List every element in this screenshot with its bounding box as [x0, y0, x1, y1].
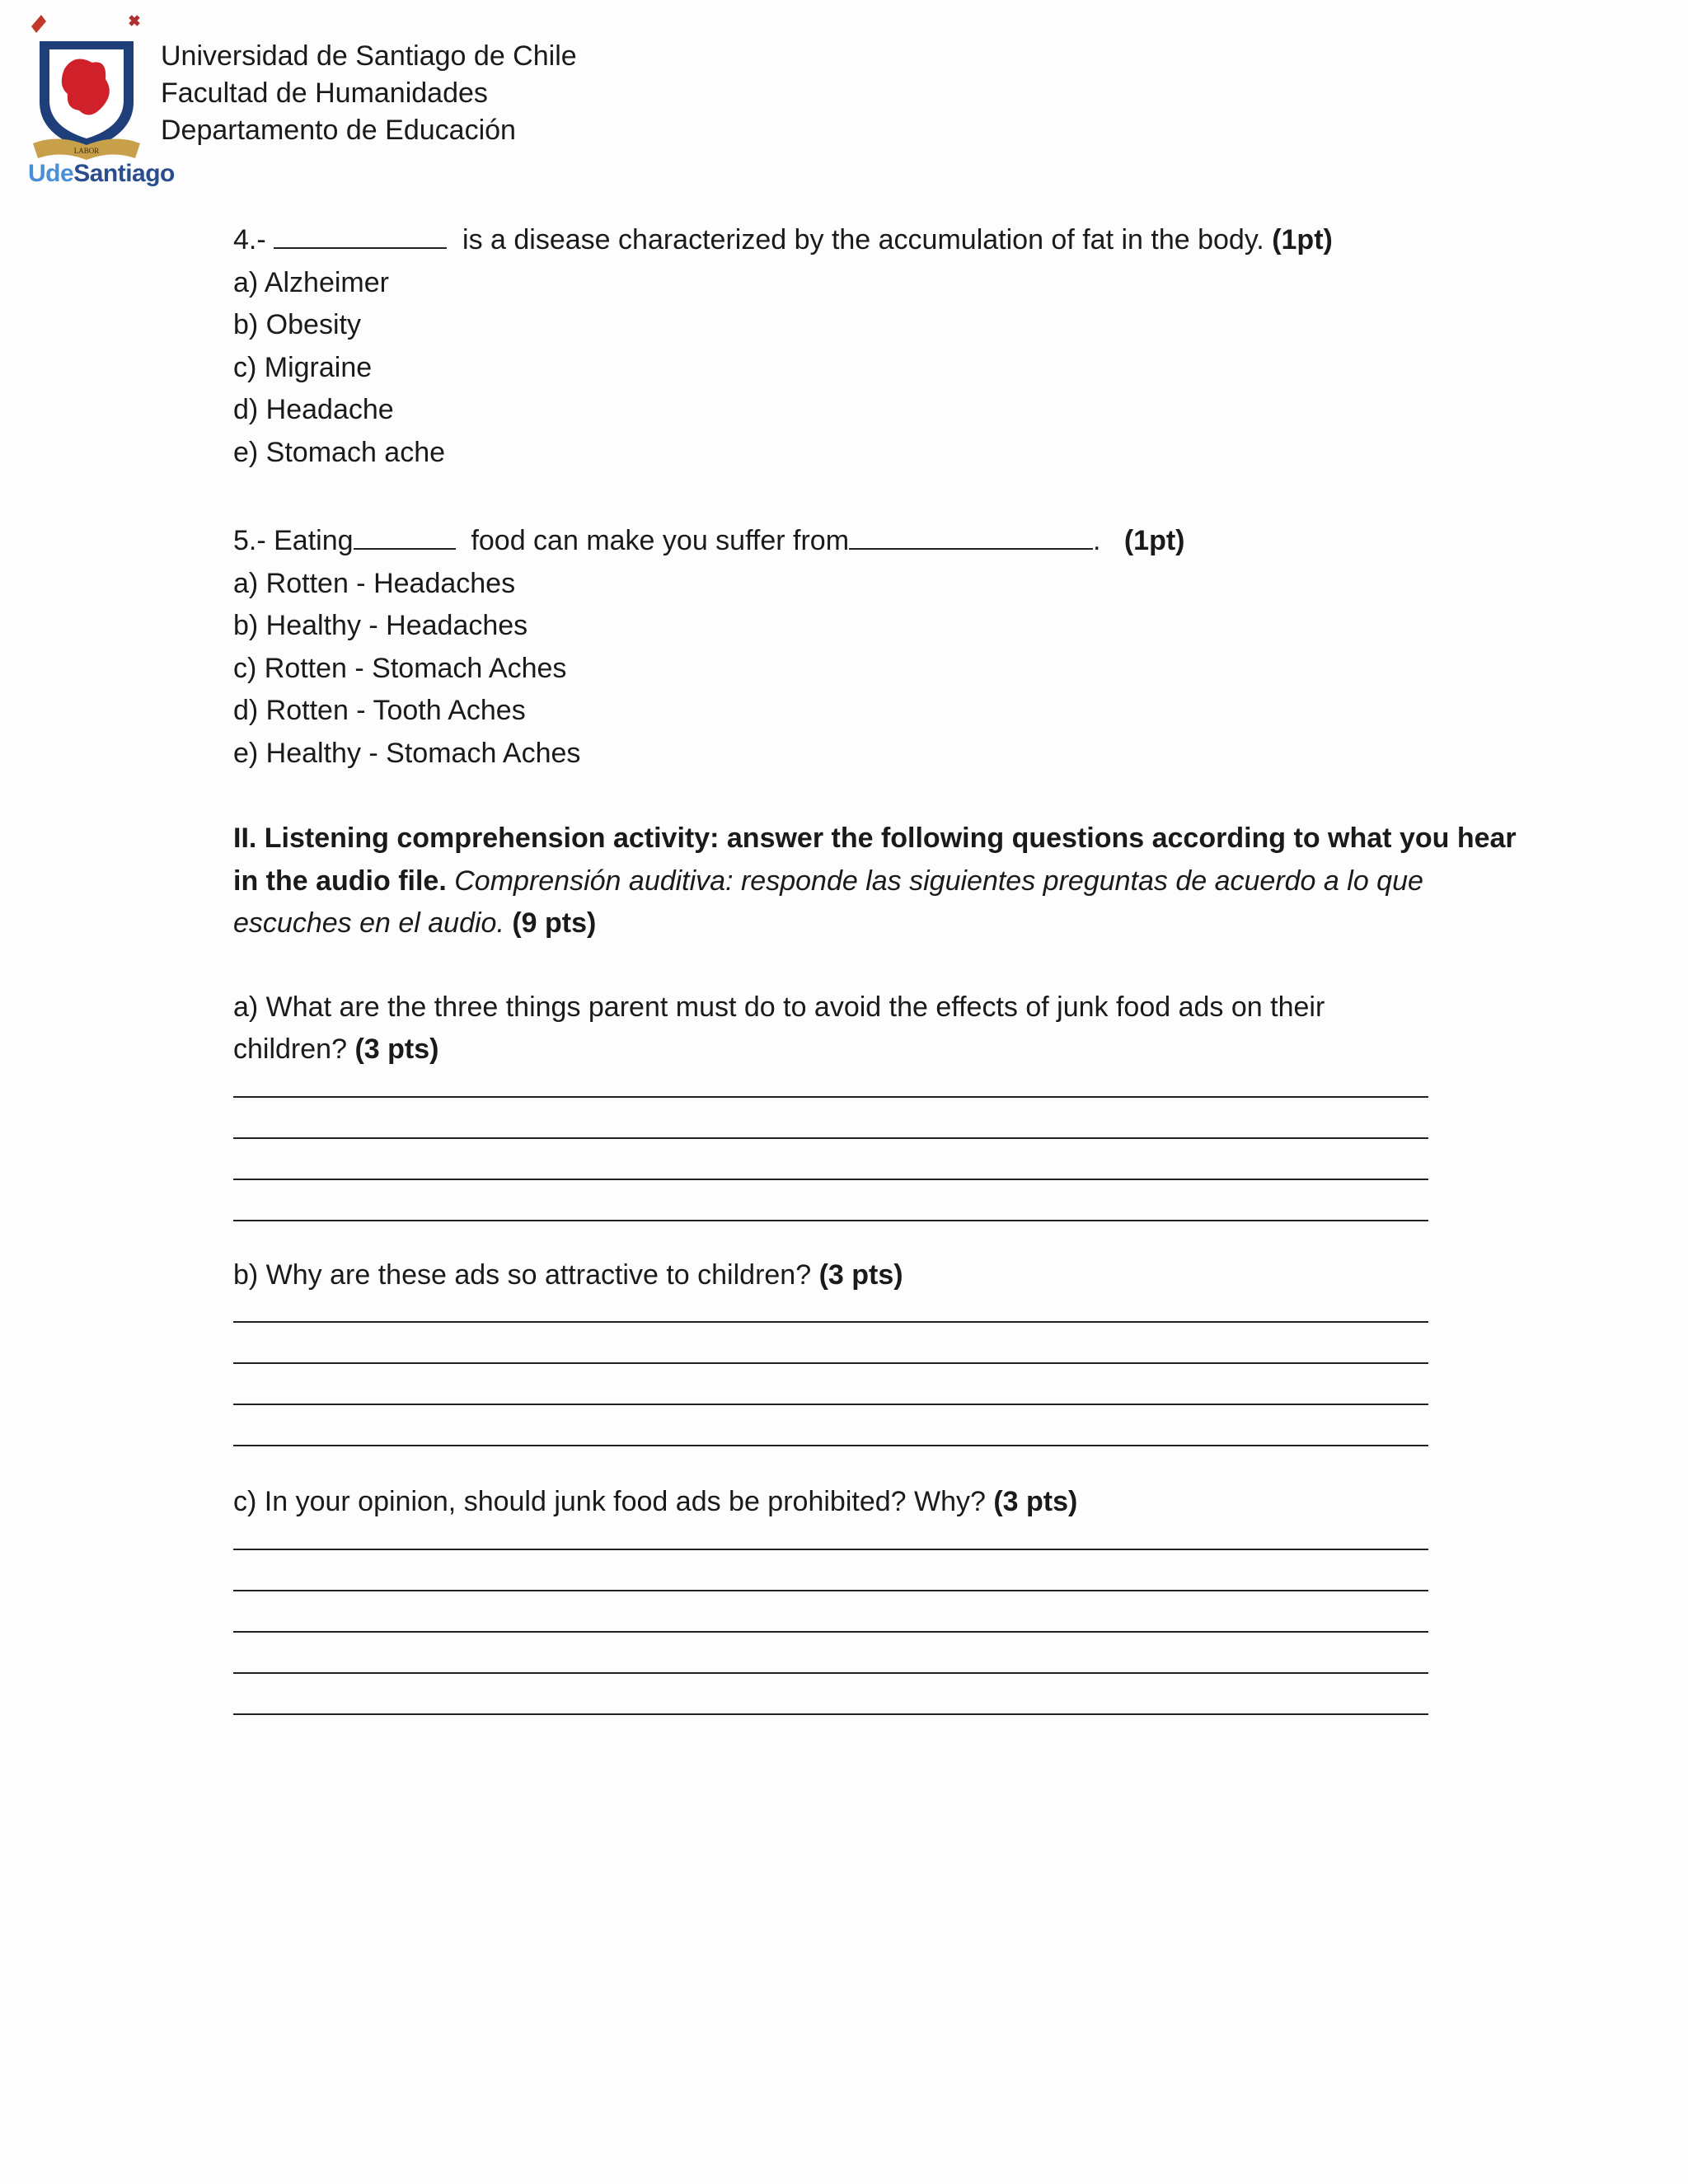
answer-line[interactable] — [233, 1674, 1428, 1715]
answer-line[interactable] — [233, 1591, 1428, 1633]
question-4-option[interactable]: e) Stomach ache — [233, 436, 446, 468]
question-5-option[interactable]: c) Rotten - Stomach Aches — [233, 652, 567, 684]
question-c-text: c) In your opinion, should junk food ads be prohibited? Why? (3 pts) — [233, 1486, 1078, 1517]
points-label: (3 pts) — [354, 1033, 439, 1065]
institution-info — [161, 38, 577, 149]
department-name: Departamento de Educación — [161, 115, 516, 146]
points-label: (1pt) — [1272, 224, 1333, 255]
answer-area-a[interactable] — [233, 1073, 1437, 1221]
points-label: (3 pts) — [818, 1258, 903, 1291]
faculty-name: Facultad de Humanidades — [161, 77, 488, 109]
answer-area-c[interactable] — [233, 1526, 1437, 1715]
answer-line[interactable] — [233, 1180, 1428, 1221]
question-4-option[interactable]: a) Alzheimer — [233, 266, 389, 298]
section-2-title-end: escuches en el audio. (9 pts) — [233, 907, 597, 939]
fill-blank[interactable] — [274, 216, 447, 249]
question-b-text: b) Why are these ads so attractive to children? (3 pts) — [233, 1258, 903, 1291]
answer-area-b[interactable] — [233, 1298, 1437, 1446]
section-2-title: II. Listening comprehension activity: answer the following questions according to what you hear — [233, 823, 1517, 854]
university-name: Universidad de Santiago de Chile — [161, 40, 577, 72]
question-5-option[interactable]: b) Healthy - Headaches — [233, 610, 528, 641]
answer-line[interactable] — [233, 1526, 1428, 1550]
points-label: (3 pts) — [993, 1486, 1078, 1517]
section-2-title-cont: in the audio file. Comprensión auditiva: responde las siguientes preguntas de acuerdo a lo que — [233, 865, 1423, 897]
question-a-text: a) What are the three things parent must do to avoid the effects of junk food ads on their — [233, 991, 1325, 1023]
svg-text:LABOR: LABOR — [73, 147, 100, 155]
question-4-option[interactable]: c) Migraine — [233, 351, 373, 383]
question-4-option[interactable]: b) Obesity — [233, 309, 361, 340]
fill-blank[interactable] — [849, 517, 1093, 550]
question-5-option[interactable]: d) Rotten - Tooth Aches — [233, 695, 526, 726]
answer-line[interactable] — [233, 1550, 1428, 1591]
question-4-stem: 4.- is a disease characterized by the accumulation of fat in the body. (1pt) — [233, 216, 1437, 262]
answer-line[interactable] — [233, 1098, 1428, 1139]
logo-wordmark: UdeSantiago — [28, 160, 175, 187]
answer-line[interactable] — [233, 1073, 1428, 1098]
question-5-stem: 5.- Eating food can make you suffer from . (1pt) — [233, 517, 1437, 563]
answer-line[interactable] — [233, 1364, 1428, 1405]
answer-line[interactable] — [233, 1405, 1428, 1446]
question-5-option[interactable]: e) Healthy - Stomach Aches — [233, 737, 581, 769]
answer-line[interactable] — [233, 1633, 1428, 1674]
worksheet-content — [233, 216, 1517, 1715]
question-5-option[interactable]: a) Rotten - Headaches — [233, 567, 516, 599]
points-label: (1pt) — [1123, 525, 1185, 556]
question-a-text-cont: children? (3 pts) — [233, 1033, 439, 1065]
answer-line[interactable] — [233, 1298, 1428, 1323]
question-4-option[interactable]: d) Headache — [233, 394, 394, 425]
points-label: (9 pts) — [512, 907, 597, 939]
answer-line[interactable] — [233, 1139, 1428, 1180]
answer-line[interactable] — [233, 1323, 1428, 1364]
fill-blank[interactable] — [354, 517, 456, 550]
